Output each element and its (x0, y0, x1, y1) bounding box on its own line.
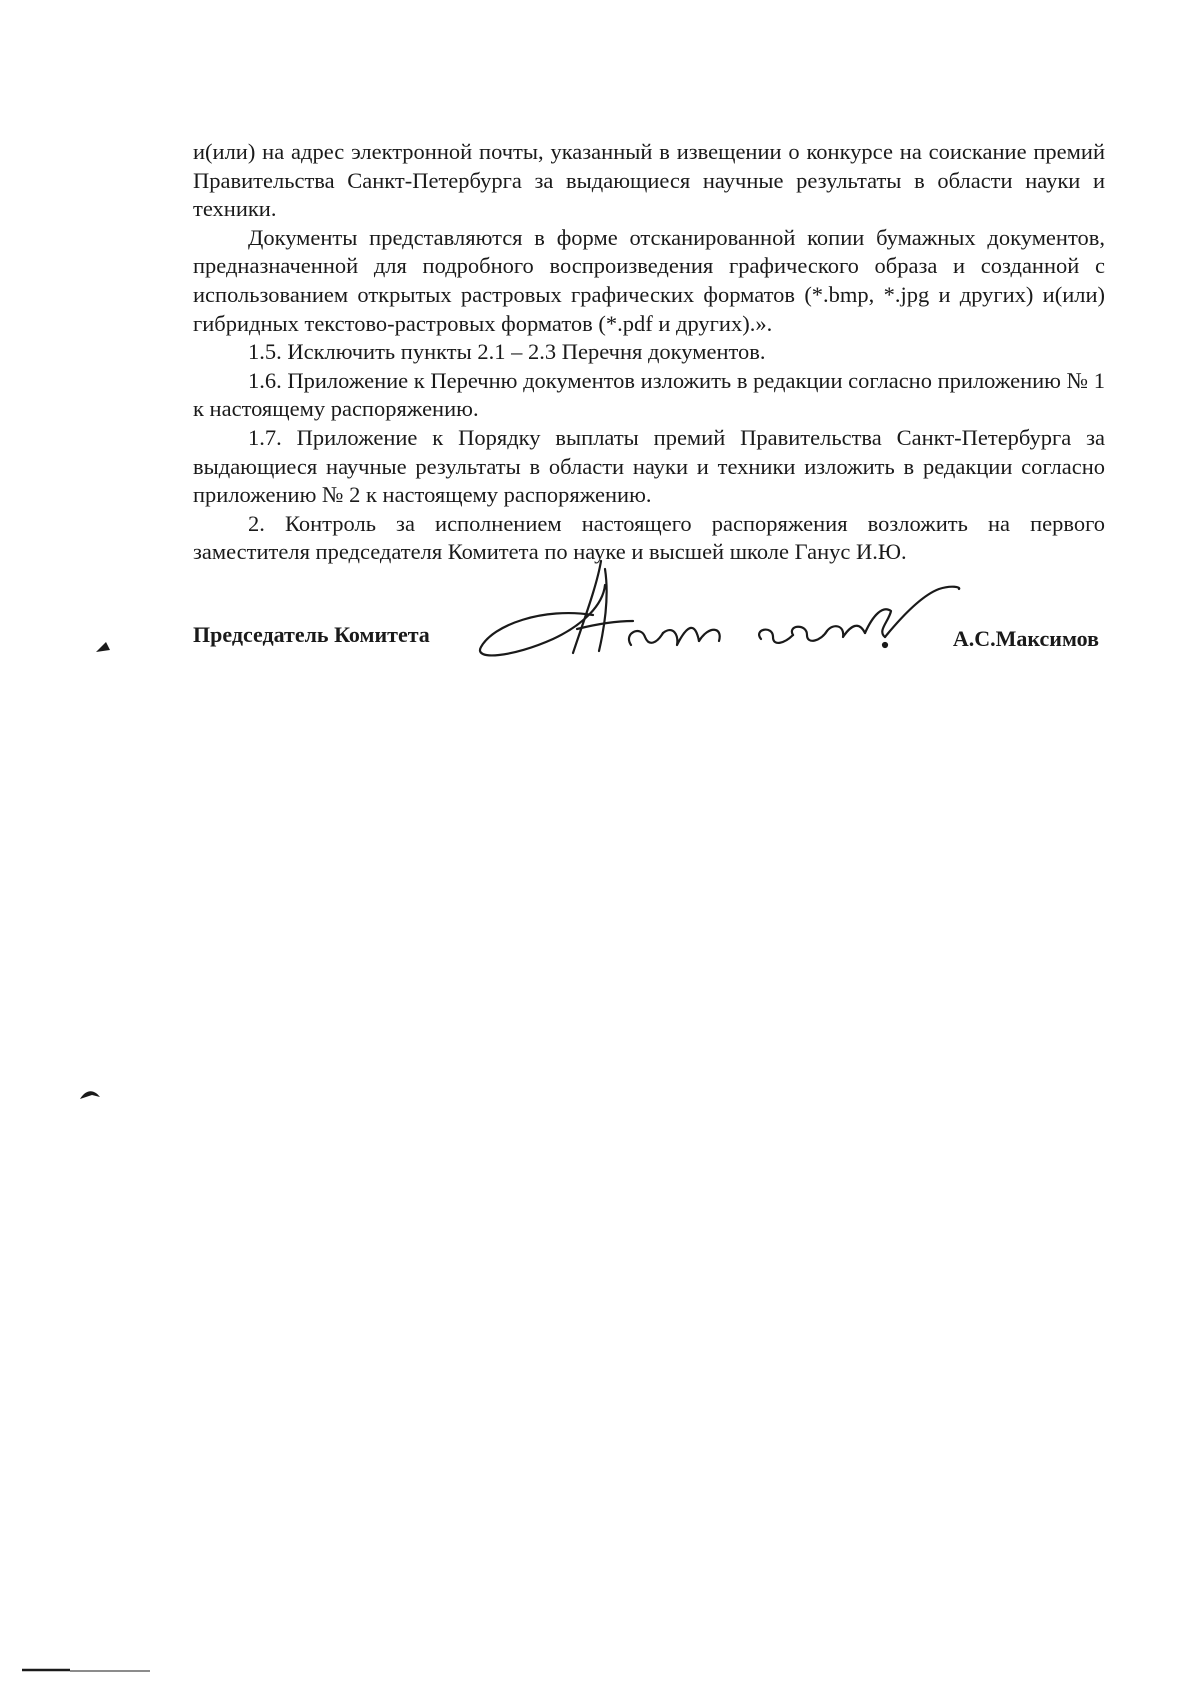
scan-artifact-mark (94, 640, 114, 654)
scan-artifact-line (22, 1668, 150, 1674)
signatory-title: Председатель Комитета (193, 622, 430, 647)
paragraph-item-2: 2. Контроль за исполнением настоящего распоряжения возложить на первого заместителя председателя Комитета по науке и высшей школе Ганус И.Ю. (193, 510, 1105, 565)
paragraph-item-1-7: 1.7. Приложение к Порядку выплаты премий Правительства Санкт-Петербурга за выдающиеся научные результаты в области науки и техники изложить в редакции согласно приложению № 2 к настоящему распоряжению. (193, 424, 1105, 508)
scan-artifact-mark (78, 1087, 102, 1101)
paragraph-continuation: и(или) на адрес электронной почты, указанный в извещении о конкурсе на соискание премий Правительства Санкт-Петербурга за выдающиеся научные результаты в области науки и техники. (193, 139, 1105, 222)
handwritten-signature (473, 555, 963, 665)
signature-block (193, 555, 1105, 665)
document-body (193, 138, 1105, 567)
signatory-name: А.С.Максимов (952, 626, 1099, 651)
paragraph-formats: Документы представляются в форме отсканированной копии бумажных документов, предназначенной для подробного воспроизведения графического образа и созданной с использованием открытых растровых графических форматов (*.bmp, *.jpg и других) и(или) гибридных текстово-растровых форматов (*.pdf и других).». (193, 224, 1105, 336)
paragraph-item-1-5: 1.5. Исключить пункты 2.1 – 2.3 Перечня документов. (248, 339, 766, 365)
paragraph-item-1-6: 1.6. Приложение к Перечню документов изложить в редакции согласно приложению № 1 к настоящему распоряжению. (193, 367, 1105, 422)
